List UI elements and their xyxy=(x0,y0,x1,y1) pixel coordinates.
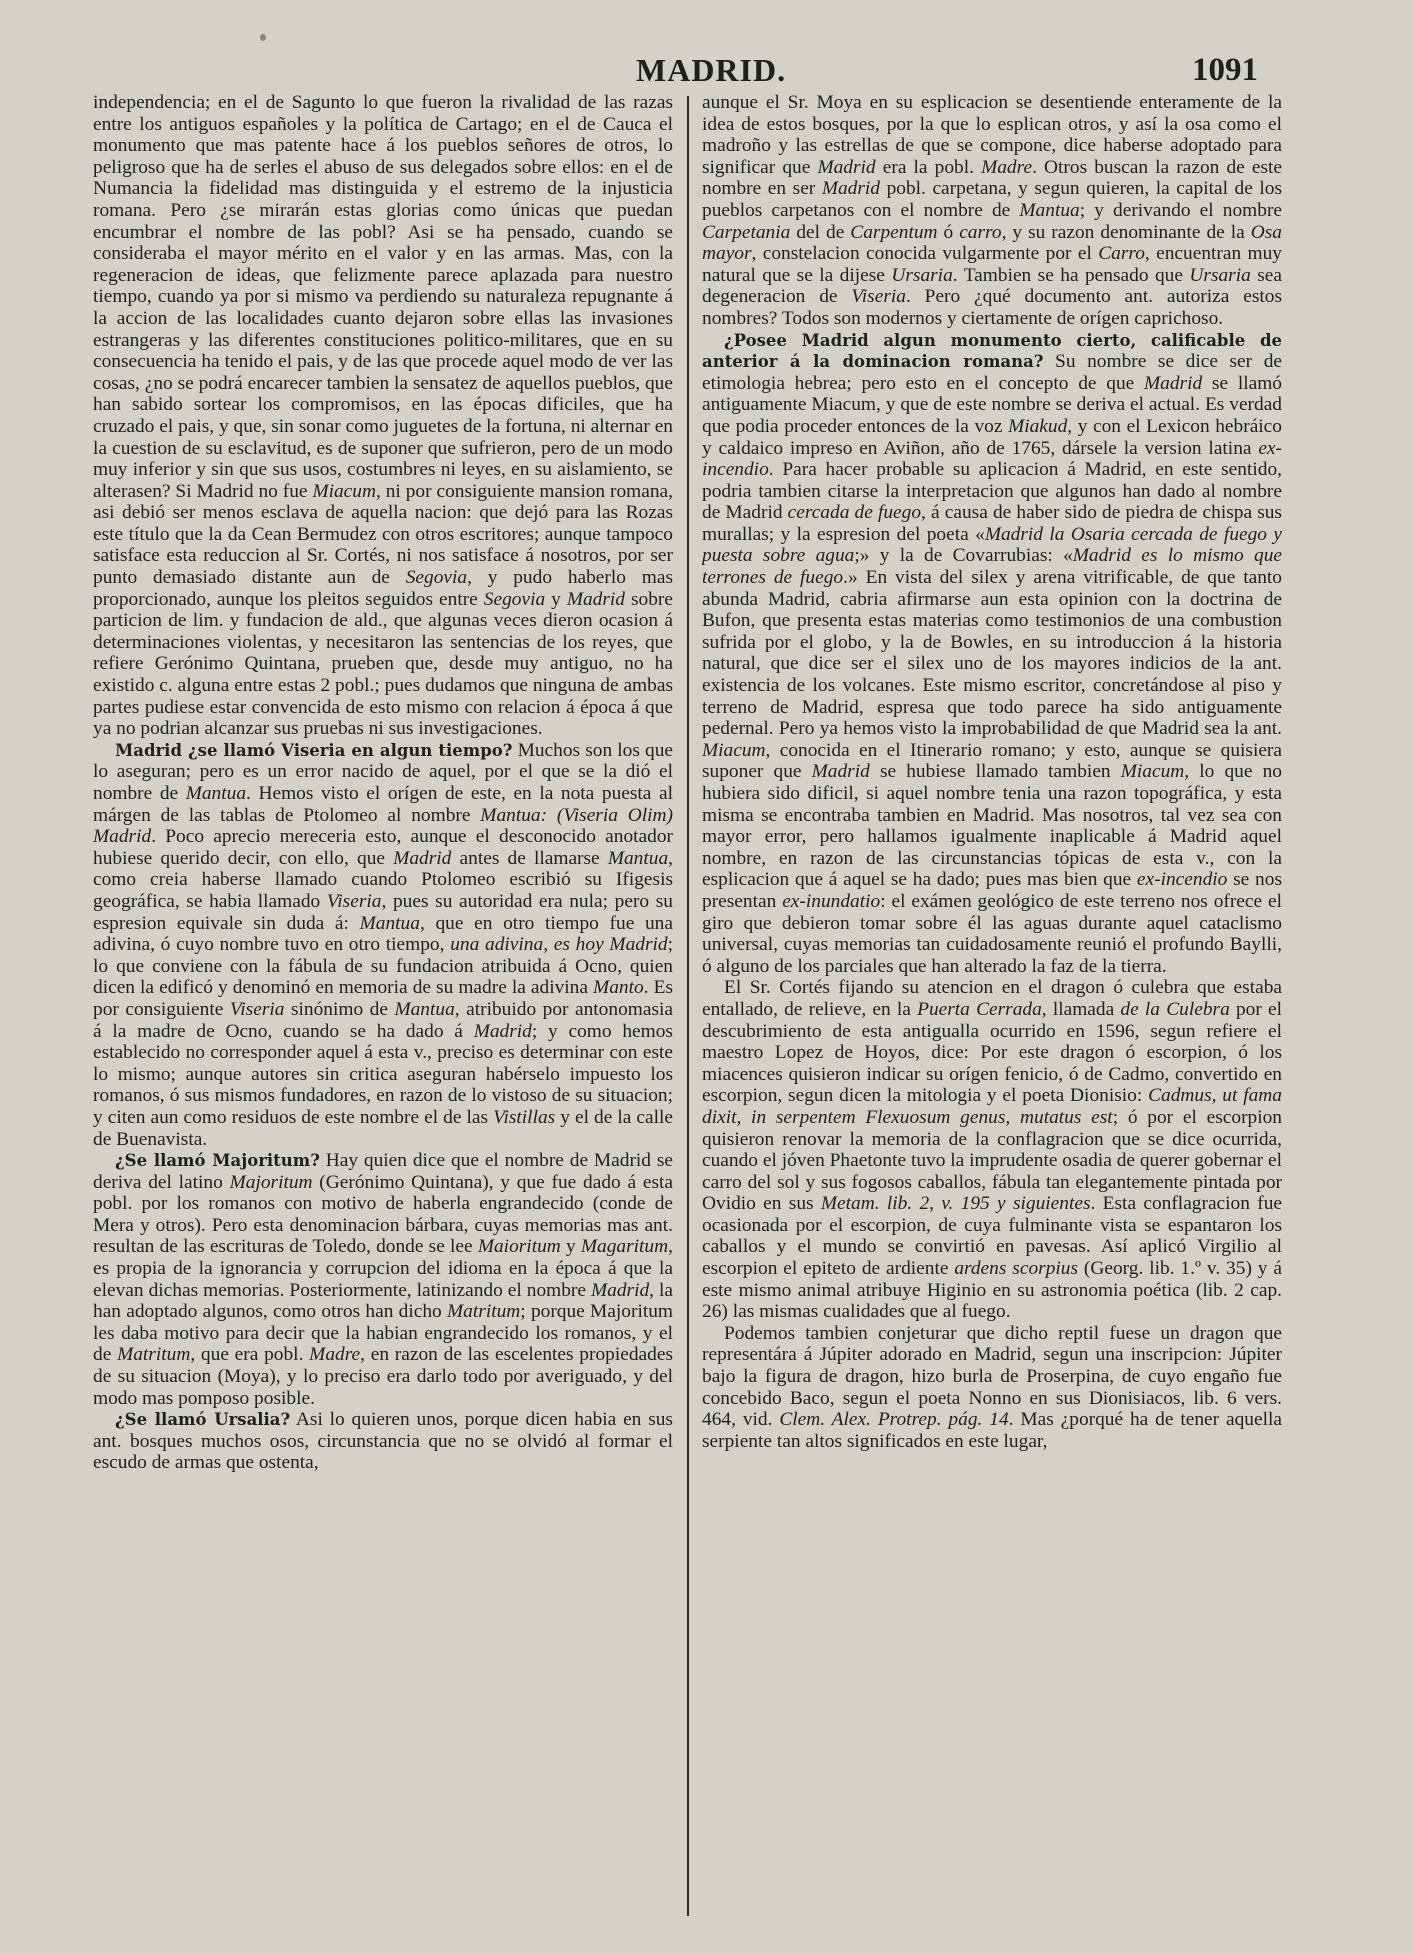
text-run: , y pudo haberlo mas proporcionado, aunque los pleitos seguidos entre xyxy=(93,567,673,610)
italic-run: Madrid xyxy=(590,1279,650,1301)
text-run: sea degeneracion de xyxy=(702,264,1282,308)
text-run: , y su razon denominante de la xyxy=(1001,221,1251,243)
text-run: . Esta conflagracion fue ocasionada por el escorpion, de cuya fulminante vista se espantaron los caballos y el mundo se convirtió en pavesas. Así aplicó Virgilio al escorpion el epiteto de ardiente xyxy=(702,1193,1282,1280)
text-run: , en razon de las escelentes propiedades de su situacion (Moya), y lo preciso era darlo todo por averiguado, y del modo mas pomposo posible. xyxy=(93,1344,673,1409)
text-run: . Es por consiguiente xyxy=(93,977,673,1020)
text-run: sobre particion de lim. y fundacion de ald., que algunas veces dieron ocasion á determinaciones violentas, y necesitaron las sentencias de los reyes, que refiere Gerónimo Quintana, prueben que, desde muy antiguo, no ha existido c. alguna entre estas 2 pobl.; pues dudamos que ninguna de ambas partes pudiese estar convencida de esto mismo con relacion á época á que ya no podrian alcanzar sus pruebas ni sus investigaciones. xyxy=(93,588,673,740)
text-run: se llamó antiguamente Miacum, y que de este nombre se deriva el actual. Es verdad que podia proceder entonces de la voz xyxy=(702,372,1282,437)
text-run: (Georg. lib. 1.º v. 35) y á este mismo animal atribuye Higinio en su astronomia poética (lib. 2 cap. 26) las mismas cualidades que al fuego. xyxy=(702,1258,1282,1323)
italic-run: Madrid xyxy=(1144,372,1203,394)
italic-run: Viseria xyxy=(851,286,906,308)
text-run: , y con el Lexicon hebráico y caldaico impreso en Aviñon, año de 1765, dársele la version latina xyxy=(702,415,1282,459)
text-run: , conocida en el Itinerario romano; y esto, aunque se quisiera suponer que xyxy=(702,739,1282,783)
italic-run: Puerta Cerrada xyxy=(917,998,1042,1020)
italic-run: Mantua xyxy=(607,847,669,869)
text-run: pobl. carpetana, y segun quieren, la capital de los pueblos carpetanos con el nombre de xyxy=(702,178,1282,221)
text-run: . Mas ¿porqué ha de tener aquella serpiente tan altos significados en este lugar, xyxy=(702,1409,1282,1452)
text-run: . Tambien se ha pensado que xyxy=(952,264,1190,286)
italic-run: Carpentum xyxy=(850,221,938,243)
paragraph-monument xyxy=(702,330,1282,978)
text-run: Podemos tambien conjeturar que dicho reptil fuese un dragon que representára á Júpiter adorado en Madrid, segun una inscripcion: Júpiter bajo la figura de dragon, hizo burla de Proserpina, de cuyo engaño fue concebido Baco, segun el poeta Nonno en sus Dionisiacos, lib. 6 vers. 464, vid. xyxy=(702,1322,1282,1431)
page-number: 1091 xyxy=(1192,52,1258,88)
text-run: y xyxy=(560,1236,581,1258)
italic-run: Clem. Alex. Protrep. pág. 14 xyxy=(779,1409,1009,1431)
italic-run: Matritum xyxy=(117,1344,191,1366)
italic-run: ardens scorpius xyxy=(954,1258,1079,1280)
text-run: ; y derivando el nombre xyxy=(1079,199,1282,221)
text-run: del de xyxy=(790,221,851,243)
italic-run: Madrid la Osaria cercada de fuego y puesta sobre agua xyxy=(702,523,1282,567)
italic-run: Matritum xyxy=(447,1301,521,1323)
text-run: , ni por consiguiente mansion romana, asi debió ser menos esclava de aquella nacion: que dejó para las Rozas este título que la da Cean Bermudez con otros escritores; aunque tampoco satisface esta reduccion al Sr. Cortés, ni nos satisface á nosotros, por ser punto demasiado distante aun de xyxy=(93,480,673,589)
running-header xyxy=(0,48,1413,92)
text-run: El Sr. Cortés fijando su atencion en el dragon ó culebra que estaba entallado, de relieve, en la xyxy=(702,977,1282,1020)
italic-run: Mantua xyxy=(394,998,455,1020)
text-run: . Poco aprecio mereceria esto, aunque el desconocido anotador hubiese querido decir, con ello, que xyxy=(93,826,673,869)
italic-run: Segovia xyxy=(405,567,468,589)
italic-run: ex-incendio xyxy=(1136,869,1228,891)
italic-run: Mantua xyxy=(185,783,247,804)
italic-run: Miacum xyxy=(1120,761,1185,783)
column-divider xyxy=(687,96,689,1916)
section-question: ¿Se llamó Majoritum? xyxy=(115,1151,320,1171)
section-question: ¿Posee Madrid algun monumento cierto, calificable de anterior á la dominacion romana? xyxy=(702,330,1282,372)
italic-run: una adivina, es hoy Madrid xyxy=(450,934,668,956)
text-run: ; porque Majoritum les daba motivo para decir que la habian engrandecido los romanos, y el de xyxy=(93,1301,673,1366)
text-run: . Hemos visto el orígen de este, en la nota puesta al márgen de las tablas de Ptolomeo al nombre xyxy=(93,783,673,826)
text-run: se nos presentan xyxy=(702,869,1282,912)
text-run: , que era pobl. xyxy=(190,1344,310,1366)
paragraph-viseria xyxy=(93,740,673,1150)
text-run: ; ó por el escorpion quisieron renovar la memoria de la conflagracion que se dice ocurrida, cuando el jóven Phaetonte tuvo la imprudente osadia de querer gobernar el carro del sol y sus fogosos caballos, fábula tan elegantemente pintada por Ovidio en sus xyxy=(702,1106,1282,1215)
italic-run: Osa mayor xyxy=(702,221,1282,265)
italic-run: Madrid es lo mismo que terrones de fuego xyxy=(702,545,1282,589)
text-run: Asi lo quieren unos, porque dicen habia en sus ant. bosques muchos osos, circunstancia que no se olvidó al formar el escudo de armas que ostenta, xyxy=(93,1409,673,1474)
text-run: , constelacion conocida vulgarmente por el xyxy=(751,243,1099,265)
paragraph-glory xyxy=(93,92,673,740)
left-column xyxy=(93,92,673,1932)
italic-run: cercada de fuego xyxy=(787,502,922,524)
text-run: , que en otro tiempo fue una adivina, ó cuyo nombre tuvo en otro tiempo, xyxy=(93,912,673,956)
text-run: ; y como hemos establecido no corresponder aquel á esta v., preciso es determinar con este lo mismo; aunque autores sin critica aseguran habérselo impuesto los romanos, ó sus mismos fundadores, en razon de lo vistoso de su situacion; y citen aun como residuos de este nombre el de las xyxy=(93,1020,673,1128)
italic-run: Magaritum xyxy=(580,1236,669,1258)
italic-run: Vistillas xyxy=(493,1106,556,1128)
italic-run: Madre xyxy=(309,1344,361,1366)
paragraph-dragon xyxy=(702,977,1282,1323)
italic-run: Mantua: (Viseria Olim) Madrid xyxy=(93,804,673,848)
italic-run: de la Culebra xyxy=(1120,998,1230,1020)
text-run: por el descubrimiento de esta antigualla ocurrido en 1596, segun refiere el maestro Lopez de Hoyos, dice: Por este dragon ó escorpion, ó los miacences quisieron indicar su orígen fenicio, ó de Cadmo, convertido en escorpion, segun dicen la mitologia y el poeta Dionisio: xyxy=(702,998,1282,1107)
section-question: ¿Se llamó Ursalia? xyxy=(115,1410,291,1430)
italic-run: Madrid xyxy=(821,178,881,200)
italic-run: Madrid xyxy=(393,847,452,869)
italic-run: Maioritum xyxy=(477,1236,561,1258)
text-run: . Para hacer probable su aplicacion á Madrid, en este sentido, podria tambien citarse la interpretacion que algunos han dado al nombre de Madrid xyxy=(702,459,1282,524)
paragraph-jupiter xyxy=(702,1323,1282,1453)
page-title: MADRID. xyxy=(636,52,787,88)
text-run: , encuentran muy natural que se la dijese xyxy=(702,243,1282,286)
text-run: : el exámen geológico de este terreno nos ofrece el giro que debieron tomar sobre él las aguas durante aquel cataclismo universal, cuyas memorias tan cuidadosamente reunió el profundo Baylli, ó alguno de los parciales que han alterado la faz de la tierra. xyxy=(702,890,1282,977)
italic-run: Metam. lib. 2, v. 195 y siguientes xyxy=(820,1193,1091,1215)
text-run: , es propia de la ignorancia y corrupcion del idioma en la época á que la elevan dichas memorias. Posteriormente, latinizando el nombre xyxy=(93,1236,673,1301)
italic-run: Miacum xyxy=(702,739,766,761)
text-run: Su nombre se dice ser de etimologia hebrea; pero esto en el concepto de que xyxy=(702,351,1282,394)
italic-run: Viseria xyxy=(229,998,285,1020)
text-run: , atribuido por antonomasia á la madre de Ocno, cuando se ha dado á xyxy=(93,998,673,1042)
text-run: ;» y la de Covarrubias: « xyxy=(854,545,1073,567)
text-run: ó xyxy=(937,221,960,243)
italic-run: Majoritum xyxy=(229,1171,313,1193)
italic-run: Carro xyxy=(1098,243,1145,265)
text-run: (Gerónimo Quintana), y que fue dado á esta pobl. por los romanos con motivo de haberla engrandecido (conde de Mera y otros). Pero esta denominacion bárbara, cuyas memorias mas ant. resultan de las escrituras de Toledo, donde se lee xyxy=(93,1171,673,1258)
text-run: era la pobl. xyxy=(875,156,982,178)
text-run: Muchos son los que lo aseguran; pero es un error nacido de aquel, por el que se la dió el nombre de xyxy=(93,739,673,804)
italic-run: Miacum xyxy=(312,480,376,502)
paragraph-ursalia-cont xyxy=(702,92,1282,330)
text-run: , llamada xyxy=(1041,998,1121,1020)
italic-run: Manto xyxy=(593,977,644,999)
italic-run: Madre xyxy=(981,156,1033,178)
text-run: .» En vista del silex y arena vitrificable, de que tanto abunda Madrid, cabria afirmarse aun esta opinion con la doctrina de Bufon, que presenta estas materias como testimonios de una combustion sufrida por el globo, y la de Bowles, en su introduccion á la historia natural, que dice ser el silex uno de los mayores indicios de la ant. existencia de los volcanes. Este mismo escritor, concretándose al piso y terreno de Madrid, espresa que todo parece ha sido antiguamente pedernal. Pero ya hemos visto la improbabilidad de que Madrid sea la ant. xyxy=(702,567,1282,740)
italic-run: Madrid xyxy=(817,156,876,178)
text-run: y el de la calle de Buenavista. xyxy=(93,1106,673,1150)
text-run: independencia; en el de Sagunto lo que fueron la rivalidad de las razas entre los antiguos españoles y la política de Cartago; en el de Cauca el monumento que mas patente hace á los pueblos señores de otros, lo peligroso que ha de serles el abuso de sus delegados sobre ellos: en el de Numancia la fidelidad mas distinguida y el estremo de la injusticia romana. Pero ¿se mirarán estas glorias como únicas que puedan encumbrar el nombre de las pobl? Asi se ha pensado, cuando se consideraba el mayor mérito en el valor y en las armas. Mas, con la regeneracion de ideas, que felizmente parece aplazada para nuestro tiempo, cuando ya por si mismo va perdiendo su naturaleza repugnante á la accion de las localidades cuanto dejaron sobre ellas las invasiones estrangeras y las diferentes constituciones politico-militares, que en su consecuencia ha tenido el pais, y de las que procede aquel modo de ver las cosas, ¿no se podrá encarecer tambien la sensatez de aquellos pueblos, que han sabido sortear los compromisos, en las épocas dificiles, que ha cruzado el pais, y que, sin sonar como juguetes de la fortuna, ni alternar en la cuestion de su esclavitud, es de suponer que sufrieron, pero de un modo muy inferior y sin que sus usos, costumbres ni leyes, en su aislamiento, se alterasen? Si Madrid no fue xyxy=(93,92,673,502)
text-run: y xyxy=(545,588,567,610)
italic-run: ex-inundatio xyxy=(782,890,881,912)
text-run: , la han adoptado algunos, como otros han dicho xyxy=(93,1279,673,1323)
italic-run: Madrid xyxy=(566,588,626,610)
italic-run: Carpetania xyxy=(702,221,791,243)
italic-run: Mantua xyxy=(359,912,420,934)
section-question: Madrid ¿se llamó Viseria en algun tiempo? xyxy=(115,740,513,760)
italic-run: Madrid xyxy=(473,1020,532,1042)
text-run: sinónimo de xyxy=(284,998,395,1020)
italic-run: ex-incendio xyxy=(702,437,1282,481)
right-column xyxy=(702,92,1282,1932)
text-run: . Pero ¿qué documento ant. autoriza estos nombres? Todos son modernos y ciertamente de orígen caprichoso. xyxy=(702,286,1282,329)
italic-run: Cadmus, ut fama dixit, in serpentem Flexuosum genus, mutatus est xyxy=(702,1085,1282,1128)
print-speck xyxy=(260,34,266,41)
text-run: se hubiese llamado tambien xyxy=(869,761,1121,783)
text-run: aunque el Sr. Moya en su esplicacion se desentiende enteramente de la idea de estos bosques, por la que lo esplican otros, y así la osa como el madroño y las estrellas de que se compone, dice haberse adoptado para significar que xyxy=(702,92,1282,178)
paragraph-ursalia xyxy=(93,1409,673,1474)
italic-run: Viseria xyxy=(326,890,382,912)
italic-run: Mantua xyxy=(1019,199,1080,221)
text-run: , lo que no hubiera sido dificil, si aquel nombre tenia una razon topográfica, y esta misma se encontraba tambien en Madrid. Mas nosotros, tal vez sea con mayor error, pero hallamos igualmente inaplicable á Madrid aquel nombre, en razon de las circunstancias tópicas de esta v., con la esplicacion que á aquel se ha dado; pues mas bien que xyxy=(702,761,1282,891)
text-run: Hay quien dice que el nombre de Madrid se deriva del latino xyxy=(93,1150,673,1193)
italic-run: Ursaria xyxy=(891,264,953,286)
italic-run: Ursaria xyxy=(1189,264,1251,286)
text-run: , á causa de haber sido de piedra de chispa sus murallas; y la espresion del poeta « xyxy=(702,502,1282,545)
text-run: ; lo que conviene con la fábula de su fundacion atribuida á Ocno, quien dicen la edificó y denominó en memoria de su madre la adivina xyxy=(93,934,673,999)
italic-run: Madrid xyxy=(811,761,870,783)
text-run: . Otros buscan la razon de este nombre en ser xyxy=(702,156,1282,200)
paragraph-majoritum xyxy=(93,1150,673,1409)
text-run: antes de llamarse xyxy=(451,847,608,869)
text-run: , pues su autoridad era nula; pero su espresion equivale sin duda á: xyxy=(93,890,673,934)
text-run: , como creia haberse llamado cuando Ptolomeo escribió su Ifigesis geográfica, se habia llamado xyxy=(93,847,673,912)
italic-run: Segovia xyxy=(483,588,546,610)
italic-run: carro xyxy=(959,221,1002,243)
italic-run: Miakud xyxy=(1008,415,1068,437)
